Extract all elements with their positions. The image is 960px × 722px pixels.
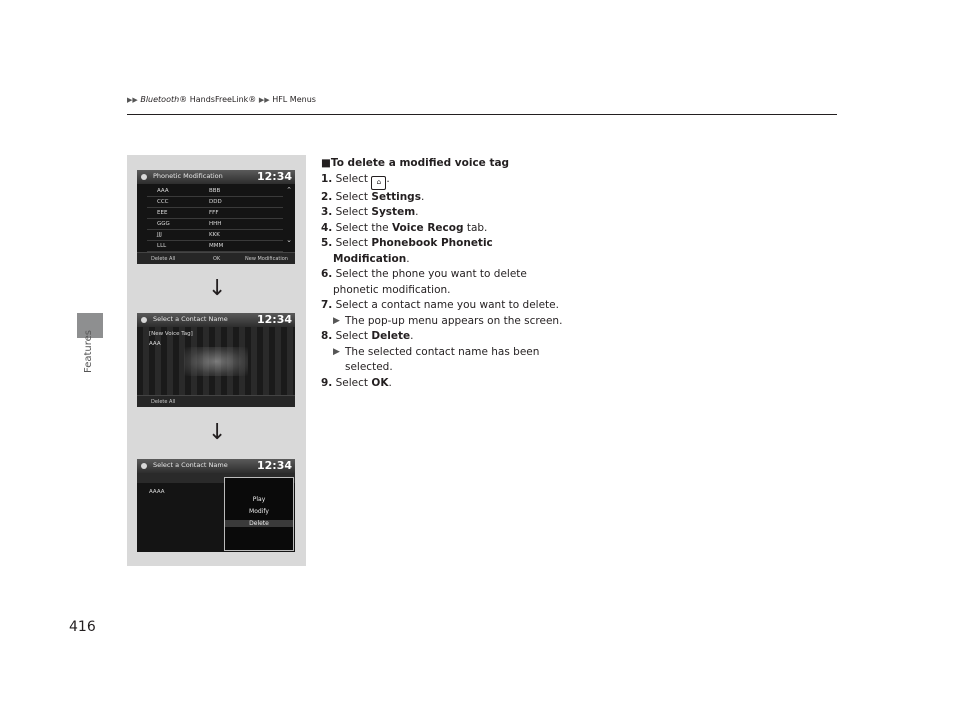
list-item[interactable]: LLL MMM <box>147 241 283 252</box>
play-menu-item[interactable]: Play <box>252 496 266 503</box>
scroll-down-icon[interactable]: ⌄ <box>286 236 292 244</box>
list-item[interactable]: AAA BBB <box>147 186 283 197</box>
page-number: 416 <box>69 619 96 635</box>
breadcrumb <box>127 95 316 104</box>
screen-title-bar <box>137 170 295 184</box>
result-arrow-icon: ▶ <box>333 315 340 326</box>
contact-popup-screen <box>137 459 295 552</box>
new-modification-button[interactable]: New Modification <box>245 256 288 262</box>
clock: 12:34 <box>256 170 292 183</box>
screen-title: Select a Contact Name <box>153 315 228 323</box>
menu-icon <box>141 317 147 323</box>
screen-title-bar <box>137 459 295 473</box>
clock: 12:34 <box>256 459 292 472</box>
list-item[interactable]: CCC DDD <box>147 197 283 208</box>
screen-background <box>137 327 295 396</box>
section-heading: To delete a modified voice tag <box>330 157 510 169</box>
contact-grid <box>147 186 283 252</box>
arrow-down-icon: ↓ <box>208 276 227 301</box>
section-label: Features <box>83 330 94 373</box>
list-item[interactable]: EEE FFF <box>147 208 283 219</box>
phonetic-modification-screen <box>137 170 295 264</box>
ok-button[interactable]: OK <box>213 256 221 262</box>
arrow-down-icon: ↓ <box>208 420 227 445</box>
instructions: ■To delete a modified voice tag 1. Select ⌂ . 2. Select Settings. 3. Select System. 4. Select the Voice Recog tab. 5. Select Phonebook Phonetic Modification. 6. Select the phone you want to delete phonetic modification. 7. Select a contact name you want to delete. ▶ The pop-up menu appears on the screen. 8. Select Delete. ▶ The selected contact name has been selected. 9. Select OK. <box>321 157 563 389</box>
breadcrumb-mid: ® HandsFreeLink® <box>179 95 257 104</box>
chevron-right-icon: ▶▶ <box>127 96 138 104</box>
delete-all-button[interactable]: Delete All <box>151 256 176 262</box>
popup-menu <box>224 477 294 551</box>
list-item[interactable]: GGG HHH <box>147 219 283 230</box>
voice-tag-value[interactable]: AAA <box>149 341 161 347</box>
home-icon: ⌂ <box>371 176 386 190</box>
breadcrumb-brand: Bluetooth <box>140 95 180 104</box>
voice-tag-label: [New Voice Tag] <box>149 331 193 337</box>
header-rule <box>127 114 837 115</box>
screen-title-bar <box>137 313 295 327</box>
delete-menu-item[interactable]: Delete <box>225 520 293 527</box>
delete-all-button[interactable]: Delete All <box>151 399 176 405</box>
scroll-up-icon[interactable]: ⌃ <box>286 186 292 194</box>
screen-title: Phonetic Modification <box>153 172 223 180</box>
list-item[interactable]: AAAA <box>149 489 165 495</box>
modify-menu-item[interactable]: Modify <box>249 508 269 515</box>
result-arrow-icon: ▶ <box>333 346 340 357</box>
menu-icon <box>141 463 147 469</box>
heading-bullet: ■ <box>321 157 331 169</box>
list-item[interactable]: JJJ KKK <box>147 230 283 241</box>
screen-button-bar <box>137 252 295 264</box>
clock: 12:34 <box>256 313 292 326</box>
screen-button-bar <box>137 395 295 407</box>
breadcrumb-end: HFL Menus <box>272 95 316 104</box>
screen-title: Select a Contact Name <box>153 461 228 469</box>
menu-icon <box>141 174 147 180</box>
chevron-right-icon: ▶▶ <box>258 96 270 104</box>
select-contact-screen <box>137 313 295 407</box>
